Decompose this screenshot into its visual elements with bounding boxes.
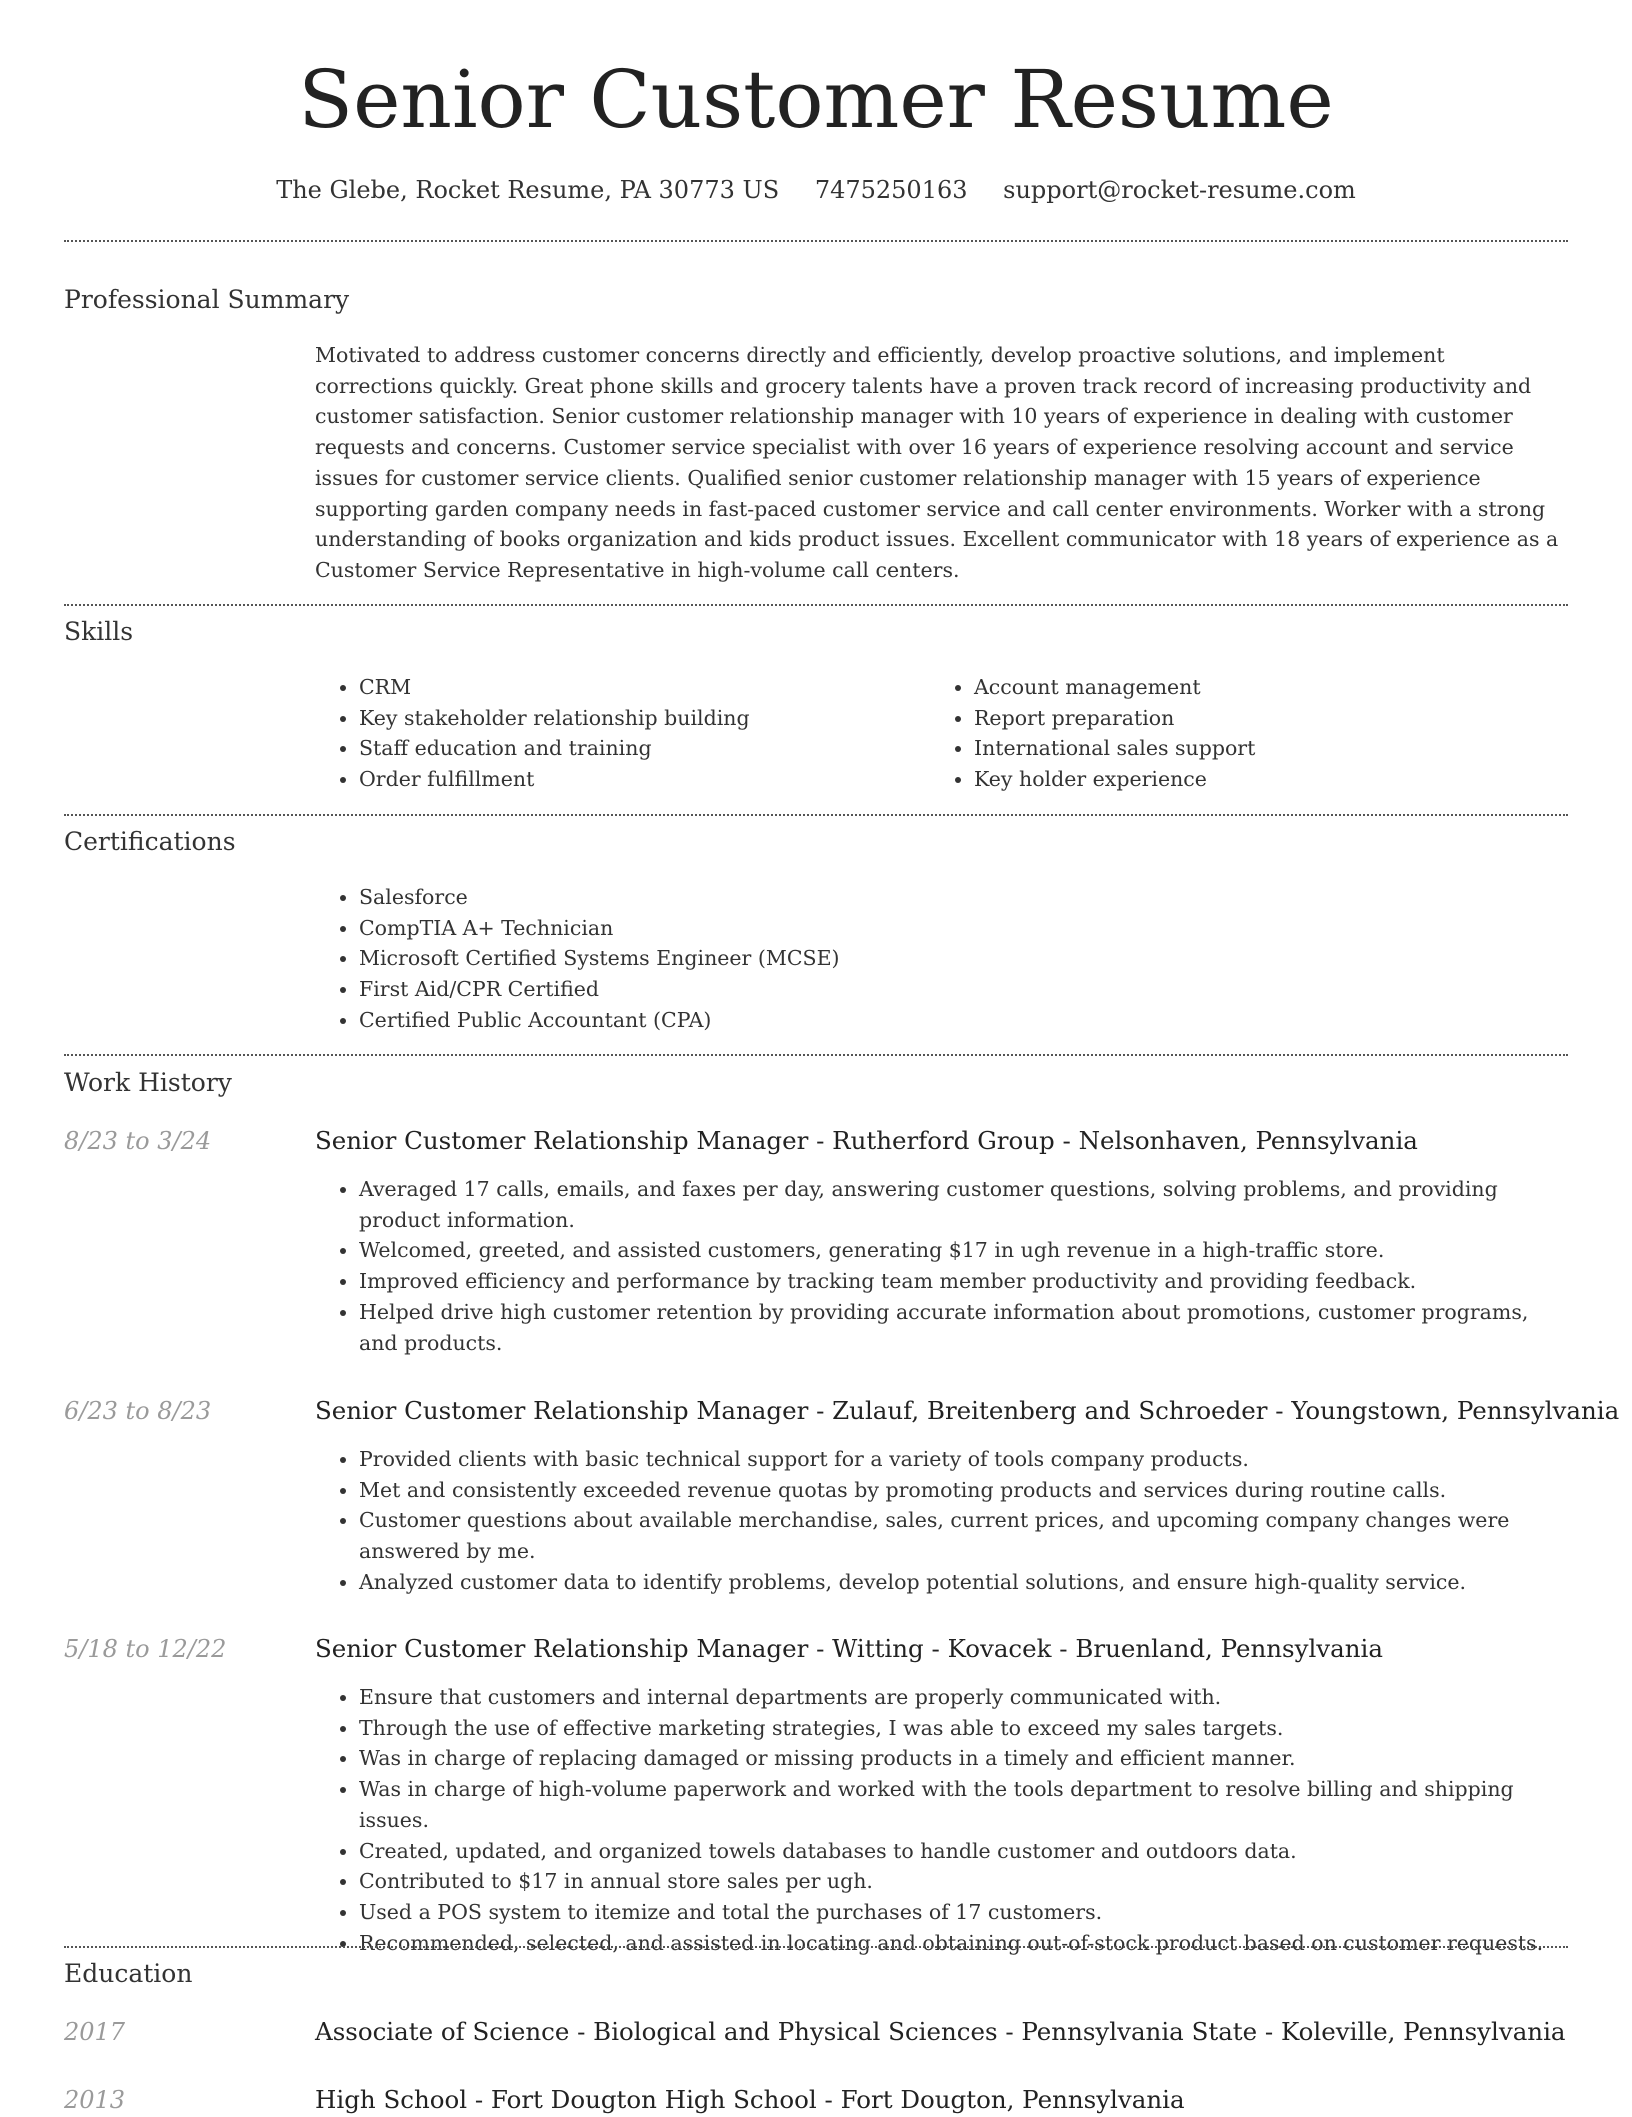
job-bullet: • Welcomed, greeted, and assisted customers, generating $17 in ugh revenue in a high-traffic store. (359, 1235, 1568, 1266)
job-bullet: • Contributed to $17 in annual store sales per ugh. (359, 1866, 1568, 1897)
skill-item: • Staff education and training (359, 733, 915, 764)
job-heading: Senior Customer Relationship Manager - Witting - Kovacek - Bruenland, Pennsylvania (315, 1634, 1383, 1663)
section-title-work-history: Work History (64, 1068, 232, 1097)
skills-left-column (315, 672, 915, 795)
job-bullet: • Ensure that customers and internal departments are properly communicated with. (359, 1682, 1568, 1713)
education-heading: Associate of Science - Biological and Physical Sciences - Pennsylvania State - Koleville, Pennsylvania (315, 2017, 1566, 2046)
contact-line (0, 170, 1632, 210)
section-title-education: Education (64, 1959, 193, 1988)
summary-section (315, 340, 1568, 586)
section-divider (64, 240, 1568, 242)
skill-item: • Key holder experience (974, 764, 1550, 795)
skill-item: • Key stakeholder relationship building (359, 703, 915, 734)
job-bullet: • Recommended, selected, and assisted in locating and obtaining out-of-stock product based on customer requests. (359, 1928, 1568, 1959)
skill-item: • Report preparation (974, 703, 1550, 734)
job-bullets (315, 1174, 1568, 1358)
job-bullet: • Averaged 17 calls, emails, and faxes per day, answering customer questions, solving problems, and providing product information. (359, 1174, 1568, 1235)
skill-item: • Account management (974, 672, 1550, 703)
certifications-section (315, 882, 1568, 1036)
job-bullet: • Provided clients with basic technical support for a variety of tools company products. (359, 1444, 1568, 1475)
section-divider (64, 604, 1568, 606)
job-bullet: • Customer questions about available merchandise, sales, current prices, and upcoming company changes were answered by me. (359, 1505, 1568, 1566)
section-title-skills: Skills (64, 617, 134, 646)
skill-item: • International sales support (974, 733, 1550, 764)
job-bullet: • Used a POS system to itemize and total the purchases of 17 customers. (359, 1897, 1568, 1928)
job-dates: 8/23 to 3/24 (64, 1127, 212, 1155)
job-bullet: • Helped drive high customer retention by providing accurate information about promotions, customer programs, and products. (359, 1297, 1568, 1358)
job-bullets (315, 1682, 1568, 1958)
summary-text: Motivated to address customer concerns directly and efficiently, develop proactive solutions, and implement corrections quickly. Great phone skills and grocery talents have a proven track record of increasing productivity and customer satisfaction. Senior customer relationship manager with 10 years of experience in dealing with customer requests and concerns. Customer service specialist with over 16 years of experience resolving account and service issues for customer service clients. Qualified senior customer relationship manager with 15 years of experience supporting garden company needs in fast-paced customer service and call center environments. Worker with a strong understanding of books organization and kids product issues. Excellent communicator with 18 years of experience as a Customer Service Representative in high-volume call centers. (315, 343, 1559, 582)
section-divider (64, 814, 1568, 816)
job-dates: 5/18 to 12/22 (64, 1635, 227, 1663)
job-bullet: • Was in charge of high-volume paperwork and worked with the tools department to resolve billing and shipping issues. (359, 1774, 1568, 1835)
job-dates: 6/23 to 8/23 (64, 1397, 212, 1425)
job-bullets (315, 1444, 1568, 1598)
job-bullet: • Met and consistently exceeded revenue quotas by promoting products and services during routine calls. (359, 1475, 1568, 1506)
job-bullet: • Created, updated, and organized towels databases to handle customer and outdoors data. (359, 1836, 1568, 1867)
job-bullet: • Improved efficiency and performance by tracking team member productivity and providing feedback. (359, 1266, 1568, 1297)
skill-item: • Order fulfillment (359, 764, 915, 795)
education-heading: High School - Fort Dougton High School - Fort Dougton, Pennsylvania (315, 2085, 1185, 2114)
certification-item: • Certified Public Accountant (CPA) (359, 1005, 1568, 1036)
resume-title: Senior Customer Resume (298, 53, 1334, 146)
education-year: 2013 (64, 2086, 126, 2114)
skill-item: • CRM (359, 672, 915, 703)
certification-item: • Salesforce (359, 882, 1568, 913)
contact-address: The Glebe, Rocket Resume, PA 30773 US (276, 176, 780, 204)
certification-item: • CompTIA A+ Technician (359, 913, 1568, 944)
section-divider (64, 1946, 1568, 1948)
job-bullet: • Through the use of effective marketing strategies, I was able to exceed my sales targets. (359, 1713, 1568, 1744)
education-year: 2017 (64, 2018, 126, 2046)
skills-right-column (930, 672, 1550, 795)
job-bullet: • Was in charge of replacing damaged or missing products in a timely and efficient manner. (359, 1743, 1568, 1774)
job-heading: Senior Customer Relationship Manager - Rutherford Group - Nelsonhaven, Pennsylvania (315, 1126, 1418, 1155)
section-divider (64, 1054, 1568, 1056)
contact-phone: 7475250163 (814, 176, 968, 204)
certification-item: • First Aid/CPR Certified (359, 974, 1568, 1005)
job-heading: Senior Customer Relationship Manager - Zulauf, Breitenberg and Schroeder - Youngstown, Pennsylvania (315, 1396, 1620, 1425)
section-title-certifications: Certifications (64, 827, 236, 856)
certification-item: • Microsoft Certified Systems Engineer (MCSE) (359, 943, 1568, 974)
contact-email: support@rocket-resume.com (1003, 176, 1356, 204)
job-bullet: • Analyzed customer data to identify problems, develop potential solutions, and ensure high-quality service. (359, 1567, 1568, 1598)
section-title-summary: Professional Summary (64, 285, 350, 314)
